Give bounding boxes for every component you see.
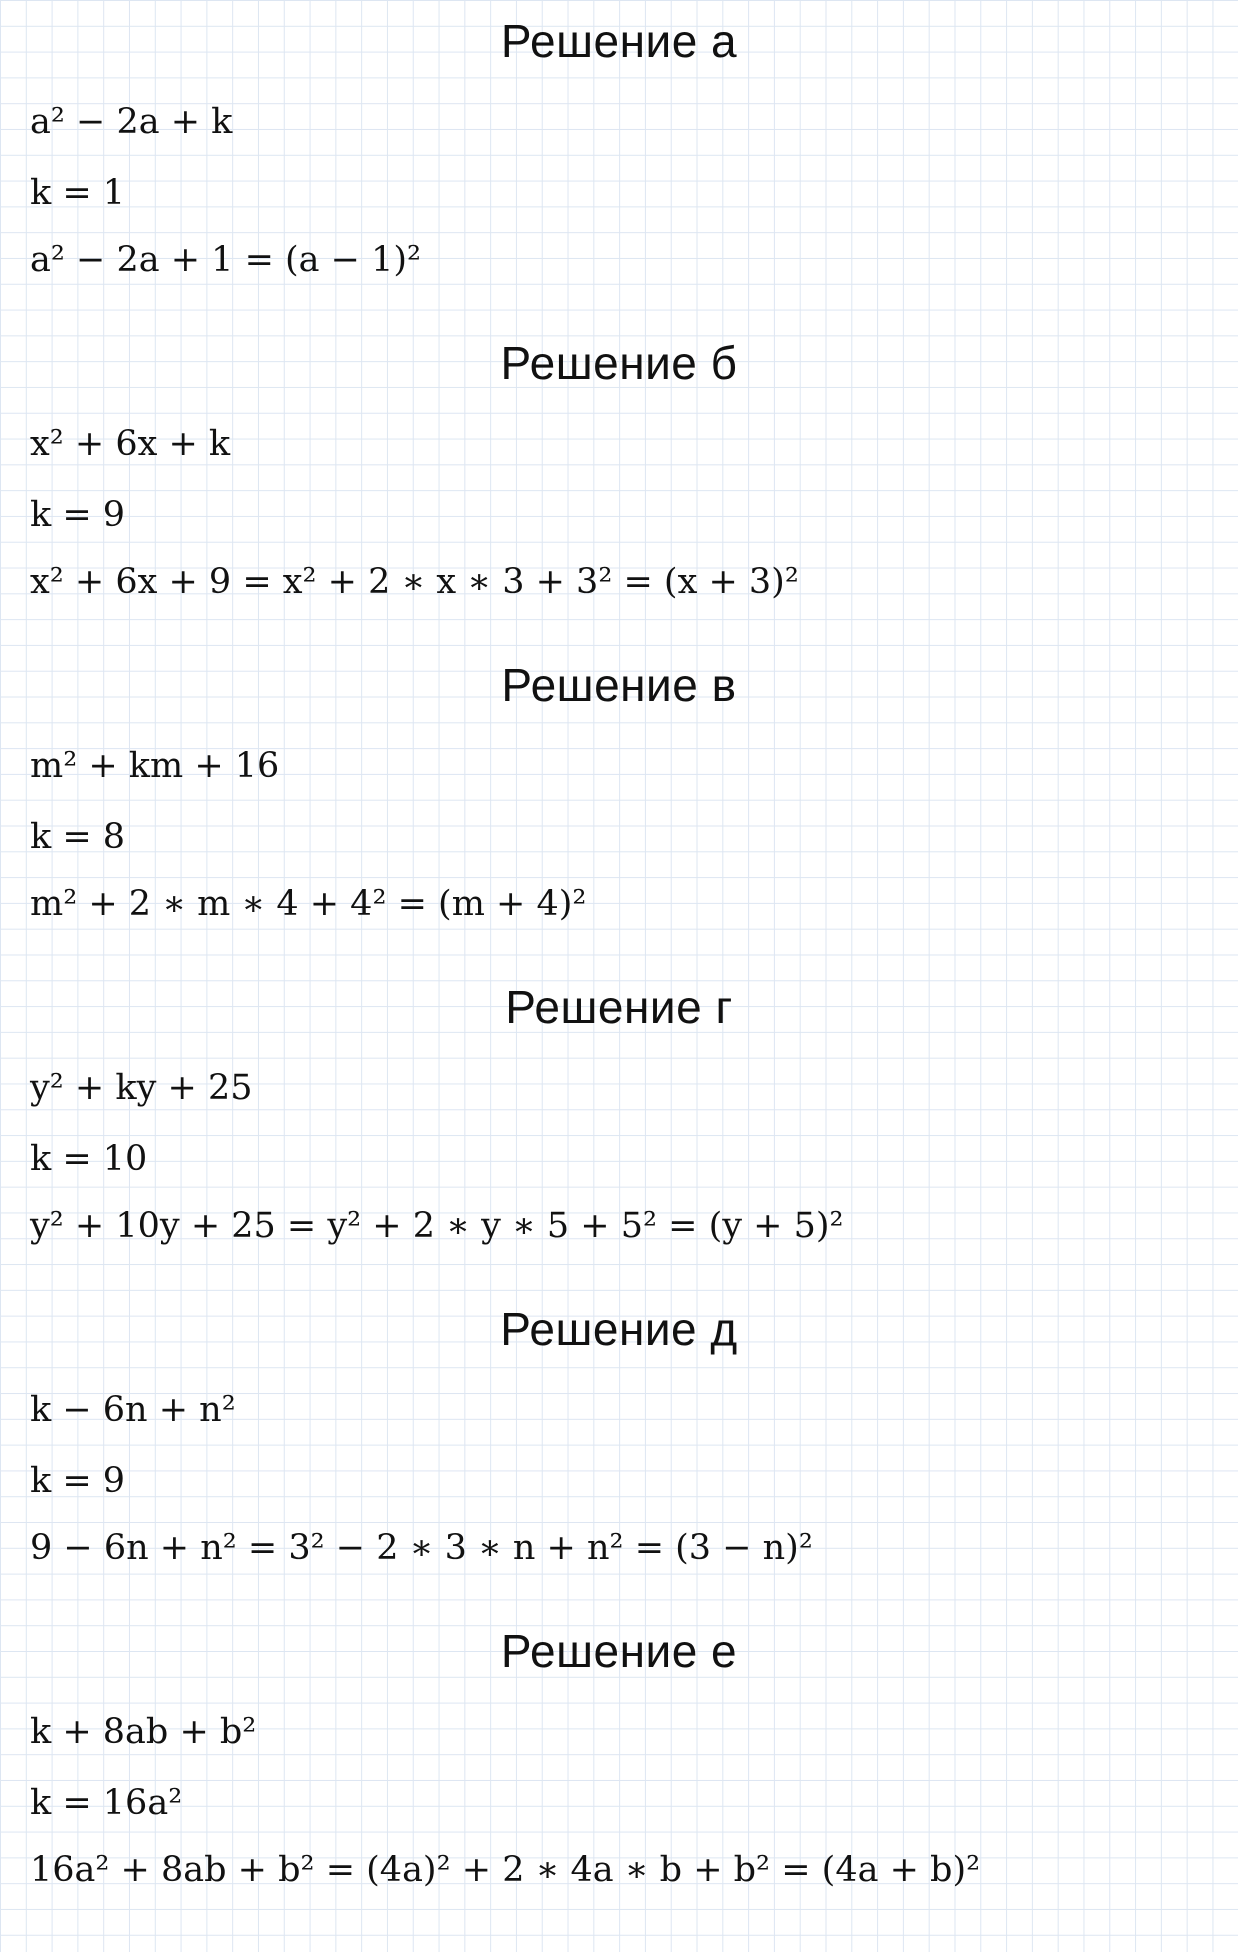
section-heading: Решение а xyxy=(500,15,738,67)
k-value-line: k = 1 xyxy=(30,173,126,213)
result-line: x² + 6x + 9 = x² + 2 ∗ x ∗ 3 + 3² = (x + 3)² xyxy=(30,562,799,602)
result-line: y² + 10y + 25 = y² + 2 ∗ y ∗ 5 + 5² = (y + 5)² xyxy=(30,1206,844,1246)
k-value-line: k = 10 xyxy=(30,1139,148,1179)
section-heading: Решение е xyxy=(500,1625,738,1677)
k-value-line: k = 8 xyxy=(30,817,126,857)
expression-line: y² + ky + 25 xyxy=(30,1068,253,1108)
section-heading: Решение б xyxy=(500,337,738,389)
solution-section-b xyxy=(0,322,1238,644)
result-line: a² − 2a + 1 = (a − 1)² xyxy=(30,240,422,280)
k-value-line: k = 9 xyxy=(30,495,126,535)
section-heading: Решение г xyxy=(505,981,733,1033)
result-line: 16a² + 8ab + b² = (4a)² + 2 ∗ 4a ∗ b + b² = (4a + b)² xyxy=(30,1850,981,1890)
result-line: m² + 2 ∗ m ∗ 4 + 4² = (m + 4)² xyxy=(30,884,587,924)
expression-line: k − 6n + n² xyxy=(30,1390,236,1430)
solution-section-g xyxy=(0,966,1238,1288)
expression-line: k + 8ab + b² xyxy=(30,1712,257,1752)
k-value-line: k = 16a² xyxy=(30,1783,183,1823)
solution-section-d xyxy=(0,1288,1238,1610)
result-line: 9 − 6n + n² = 3² − 2 ∗ 3 ∗ n + n² = (3 − n)² xyxy=(30,1528,813,1568)
expression-line: m² + km + 16 xyxy=(30,746,280,786)
expression-line: a² − 2a + k xyxy=(30,102,233,142)
section-heading: Решение в xyxy=(501,659,737,711)
k-value-line: k = 9 xyxy=(30,1461,126,1501)
solution-section-a xyxy=(0,0,1238,322)
solution-section-e xyxy=(0,1610,1238,1932)
expression-line: x² + 6x + k xyxy=(30,424,231,464)
section-heading: Решение д xyxy=(500,1303,738,1355)
solution-section-v xyxy=(0,644,1238,966)
